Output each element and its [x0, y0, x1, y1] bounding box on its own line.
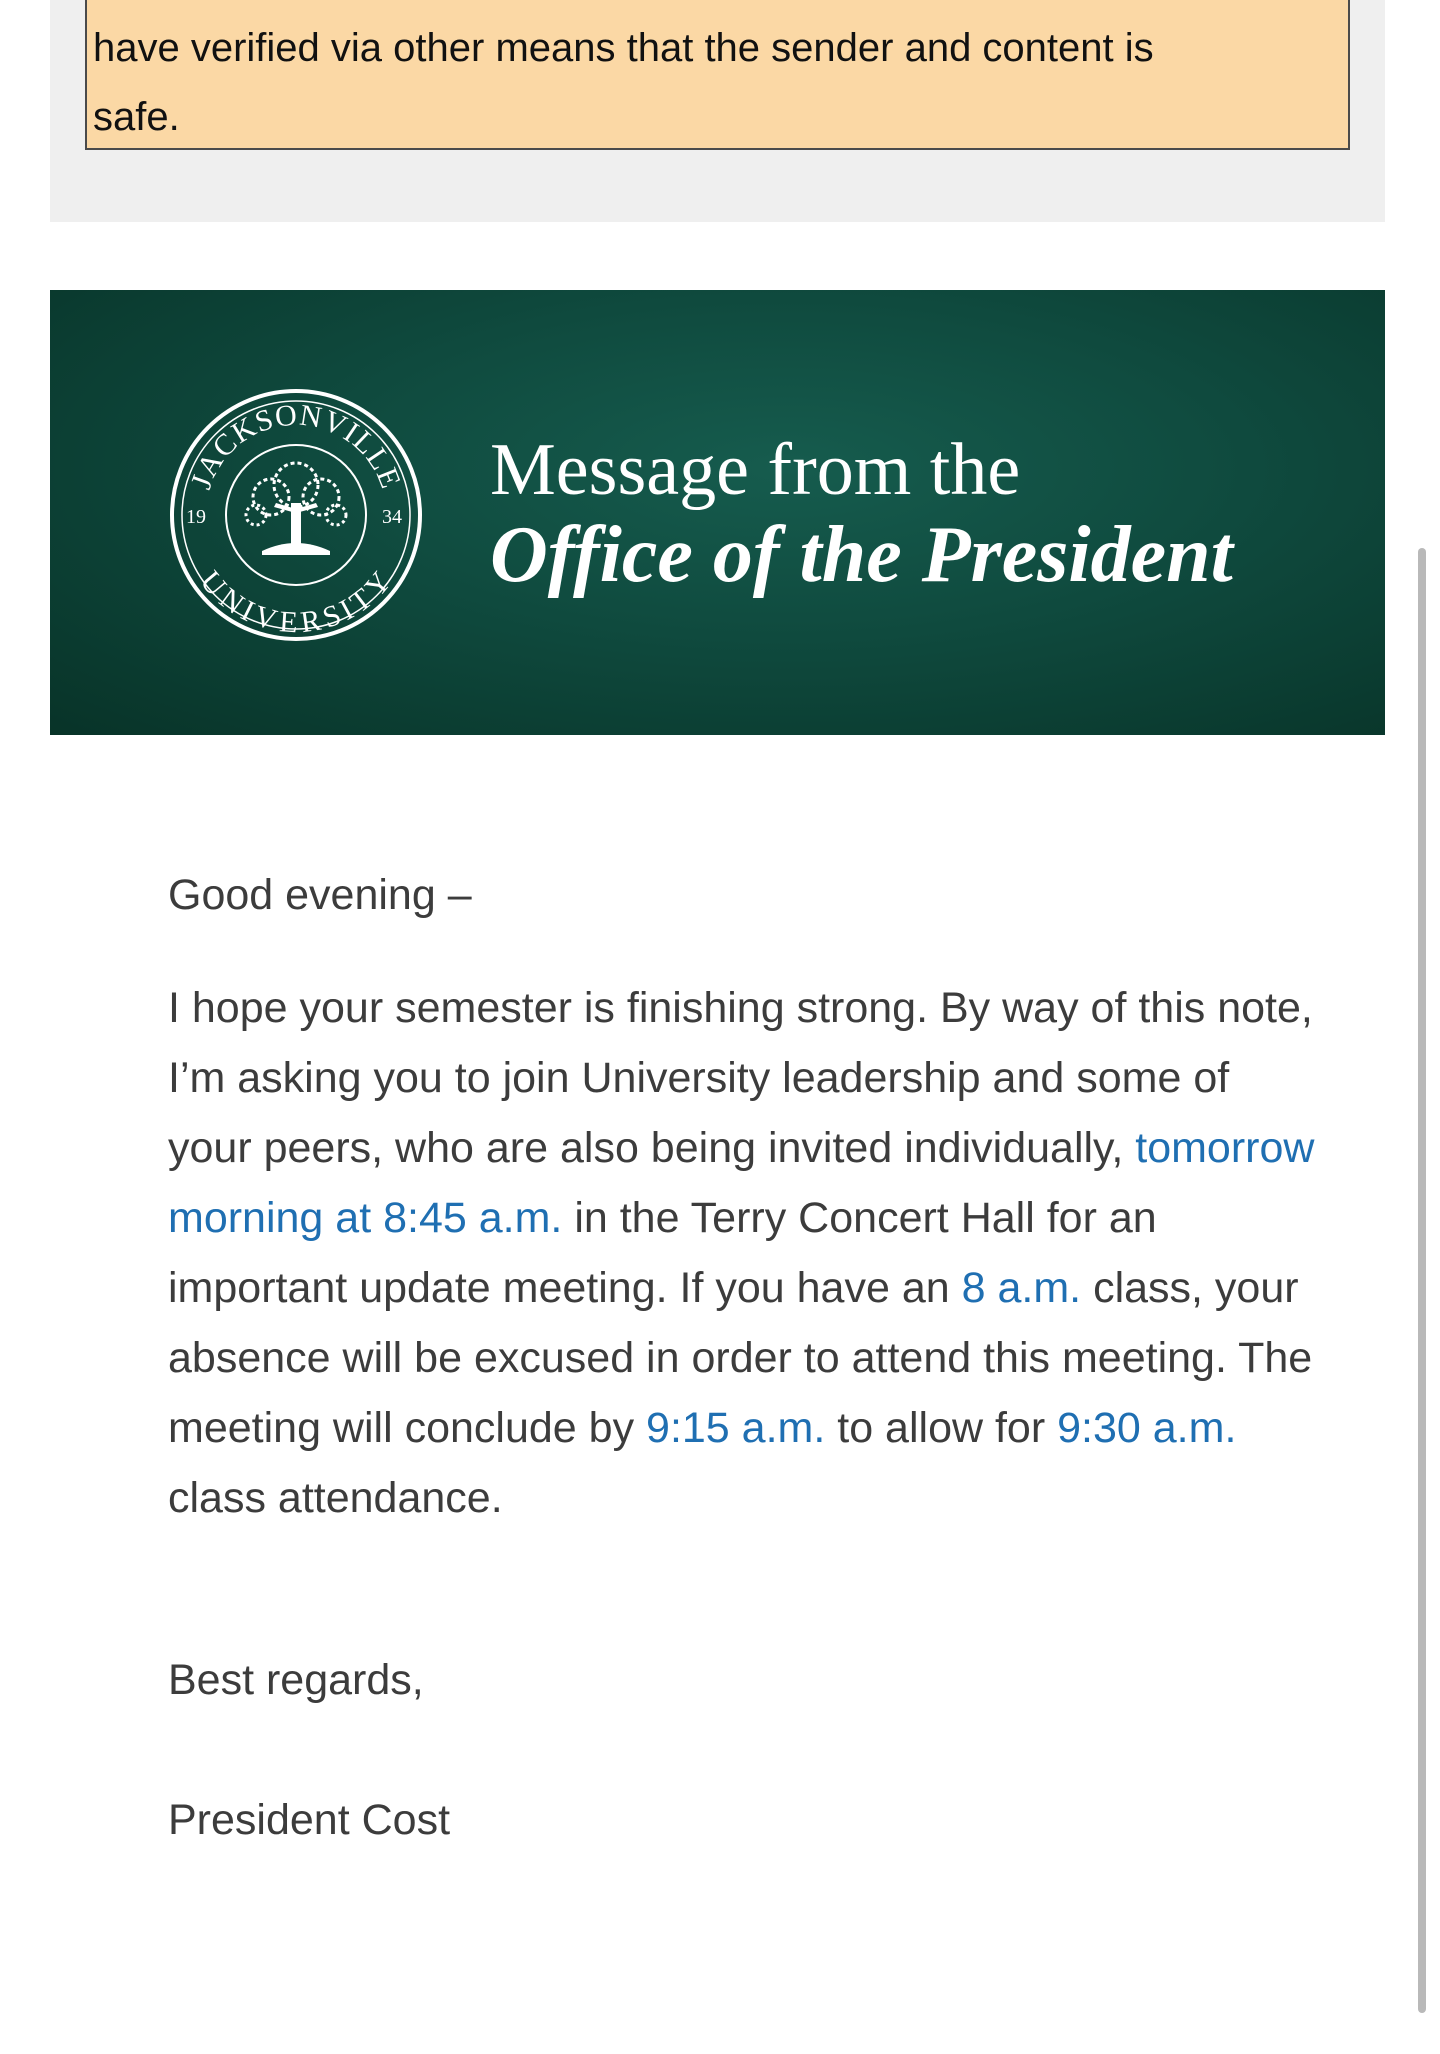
paragraph-text: I hope your semester is finishing strong. By way of this note, I’m asking you to join University leadership and some of your peers, who are also being invited individually,: [168, 984, 1313, 1172]
email-greeting: Good evening –: [168, 871, 472, 919]
svg-text:UNIVERSITY: [194, 565, 398, 640]
seal-top-text: JACKSONVILLE: [184, 398, 408, 494]
email-signature: President Cost: [168, 1796, 451, 1844]
external-sender-warning: [85, 0, 1350, 150]
warning-line-1: have verified via other means that the sender and content is: [93, 26, 1154, 70]
oak-tree-icon: [246, 463, 346, 555]
warning-text: [93, 14, 1333, 152]
class-time-link[interactable]: 8 a.m.: [961, 1264, 1082, 1312]
next-class-time-link[interactable]: 9:30 a.m.: [1057, 1404, 1237, 1452]
president-message-banner: [50, 290, 1385, 735]
email-paragraph: [168, 973, 1318, 1533]
paragraph-text: class, your absence will be excused in order to attend this meeting. The meeting will conclude by: [168, 1264, 1313, 1452]
meeting-time-link[interactable]: tomorrow morning at 8:45 a.m.: [168, 1124, 1315, 1242]
paragraph-text: in the Terry Concert Hall for an important update meeting. If you have an: [168, 1194, 1157, 1312]
banner-title-line-2: Office of the President: [490, 511, 1233, 599]
paragraph-text: to allow for: [825, 1404, 1058, 1452]
email-closing: Best regards,: [168, 1656, 424, 1704]
meeting-end-time-link[interactable]: 9:15 a.m.: [646, 1404, 826, 1452]
warning-line-2: safe.: [93, 95, 180, 139]
banner-title-line-1: Message from the: [490, 429, 1021, 511]
seal-bottom-text: UNIVERSITY: [193, 564, 399, 640]
seal-year-right: 34: [382, 506, 402, 528]
vertical-scrollbar[interactable]: [1418, 548, 1426, 2013]
university-seal-logo: [166, 385, 426, 645]
seal-year-left: 19: [186, 506, 206, 528]
paragraph-text: class attendance.: [168, 1474, 503, 1522]
